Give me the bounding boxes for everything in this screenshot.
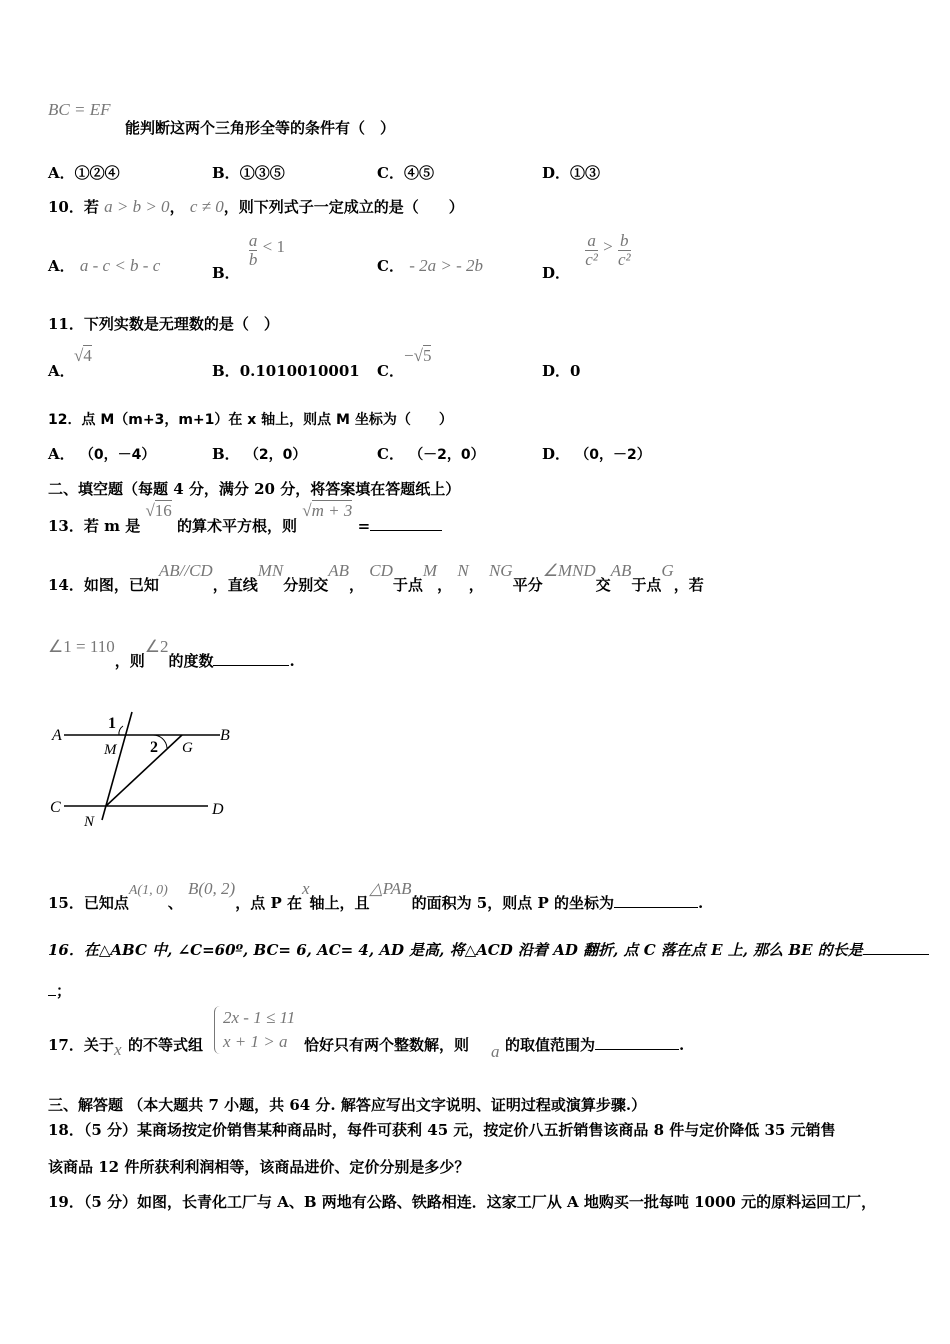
label-a: A [52, 727, 62, 744]
q10-stem: 10．若 a > b > 0， c ≠ 0，则下列式子一定成立的是（ ） [48, 197, 464, 216]
q18-line1: 18．（5 分）某商场按定价销售某种商品时，每件可获利 45 元，按定价八五折销售该商品 8 件与定价降低 35 元销售 [48, 1121, 836, 1139]
label-b: B [220, 727, 230, 744]
q10-option-c: C． - 2a > - 2b [377, 256, 483, 275]
q19-line1: 19．（5 分）如图，长青化工厂与 A、B 两地有公路、铁路相连．这家工厂从 A 地购买一批每吨 1000 元的原料运回工厂， [48, 1193, 877, 1211]
q14-line2: ∠1 = 110，则∠2的度数 . [48, 637, 295, 670]
q17-stem-part2: 的不等式组 [128, 1036, 204, 1054]
q9-option-a: A．①②④ [48, 164, 120, 182]
q9-option-b: B．①③⑤ [212, 164, 285, 182]
q10-option-b: B． $\frac{a}{b}$ < 1 [212, 231, 285, 282]
q9-text: 能判断这两个三角形全等的条件有（ ） [125, 119, 396, 137]
label-m: M [104, 742, 117, 758]
q12-option-d: D． （0，－2） [542, 445, 651, 463]
q11-option-d: D．0 [542, 362, 581, 380]
line-ng [106, 735, 182, 806]
q17-stem-part3: 恰好只有两个整数解，则 [304, 1036, 470, 1054]
q11-option-a: A． [48, 362, 75, 380]
q11-option-b: B．0.1010010001 [212, 362, 360, 380]
q12-option-b: B． （2，0） [212, 445, 307, 463]
q14-line1: 14．如图，已知AB//CD，直线MN分别交AB， CD于点M， N， NG平分∠MND交AB于点G，若 [48, 561, 704, 594]
label-angle-2: 2 [150, 739, 158, 756]
q9-formula: BC = EF [48, 100, 111, 119]
q12-stem: 12．点 M（m+3，m+1）在 x 轴上，则点 M 坐标为（ ） [48, 412, 453, 428]
label-g: G [182, 740, 193, 756]
q13: 13．若 m 是 √16 的算术平方根，则 √m + 3 = [48, 500, 442, 521]
q15: 15．已知点A(1, 0)、 B(0, 2)，点 P 在x轴上，且△PAB的面积为 5，则点 P 的坐标为 . [48, 879, 704, 912]
q9-option-d: D．①③ [542, 164, 601, 182]
q16-line2: ； [48, 980, 71, 1001]
q17-var-a: a [491, 1042, 500, 1061]
q17-var-x: x [114, 1040, 122, 1059]
label-c: C [50, 799, 61, 816]
q11-stem: 11．下列实数是无理数的是（ ） [48, 315, 279, 333]
q9-option-c: C．④⑤ [377, 164, 434, 182]
q14-figure [44, 706, 244, 836]
q12-option-a: A． （0，－4） [48, 445, 156, 463]
section-3-heading: 三、解答题 （本大题共 7 小题，共 64 分. 解答应写出文字说明、证明过程或演算步骤.） [48, 1096, 647, 1114]
q11-option-c: C． [377, 362, 404, 380]
section-2-heading: 二、填空题（每题 4 分，满分 20 分，将答案填在答题纸上） [48, 480, 461, 498]
q10-option-d: D． $\frac{a}{\text{c²}}$ > $\frac{b}{\text{c²}}$ [542, 231, 631, 282]
label-angle-1: 1 [108, 715, 116, 732]
label-n: N [84, 814, 95, 830]
q12-option-c: C． （－2，0） [377, 445, 485, 463]
q16-line1: 16．在△ABC 中, ∠C=60º, BC= 6, AC= 4, AD 是高, 将△ACD 沿着 AD 翻折, 点 C 落在点 E 上, 那么 BE 的长是 [48, 939, 929, 960]
angle-1-arc [119, 726, 123, 735]
line-mn [102, 712, 132, 820]
q18-line2: 该商品 12 件所获利利润相等，该商品进价、定价分别是多少？ [48, 1158, 470, 1176]
q17-system: 2x - 1 ≤ 11 x + 1 > a [214, 1006, 295, 1054]
q17-stem-part4: 的取值范围为 . [505, 1036, 685, 1054]
q11-option-a-math: √4 [74, 346, 92, 365]
q10-option-a: A． a - c < b - c [48, 256, 161, 275]
q17-stem-part1: 17．关于 [48, 1036, 114, 1054]
label-d: D [212, 801, 224, 818]
q11-option-c-math: −√5 [404, 346, 432, 365]
